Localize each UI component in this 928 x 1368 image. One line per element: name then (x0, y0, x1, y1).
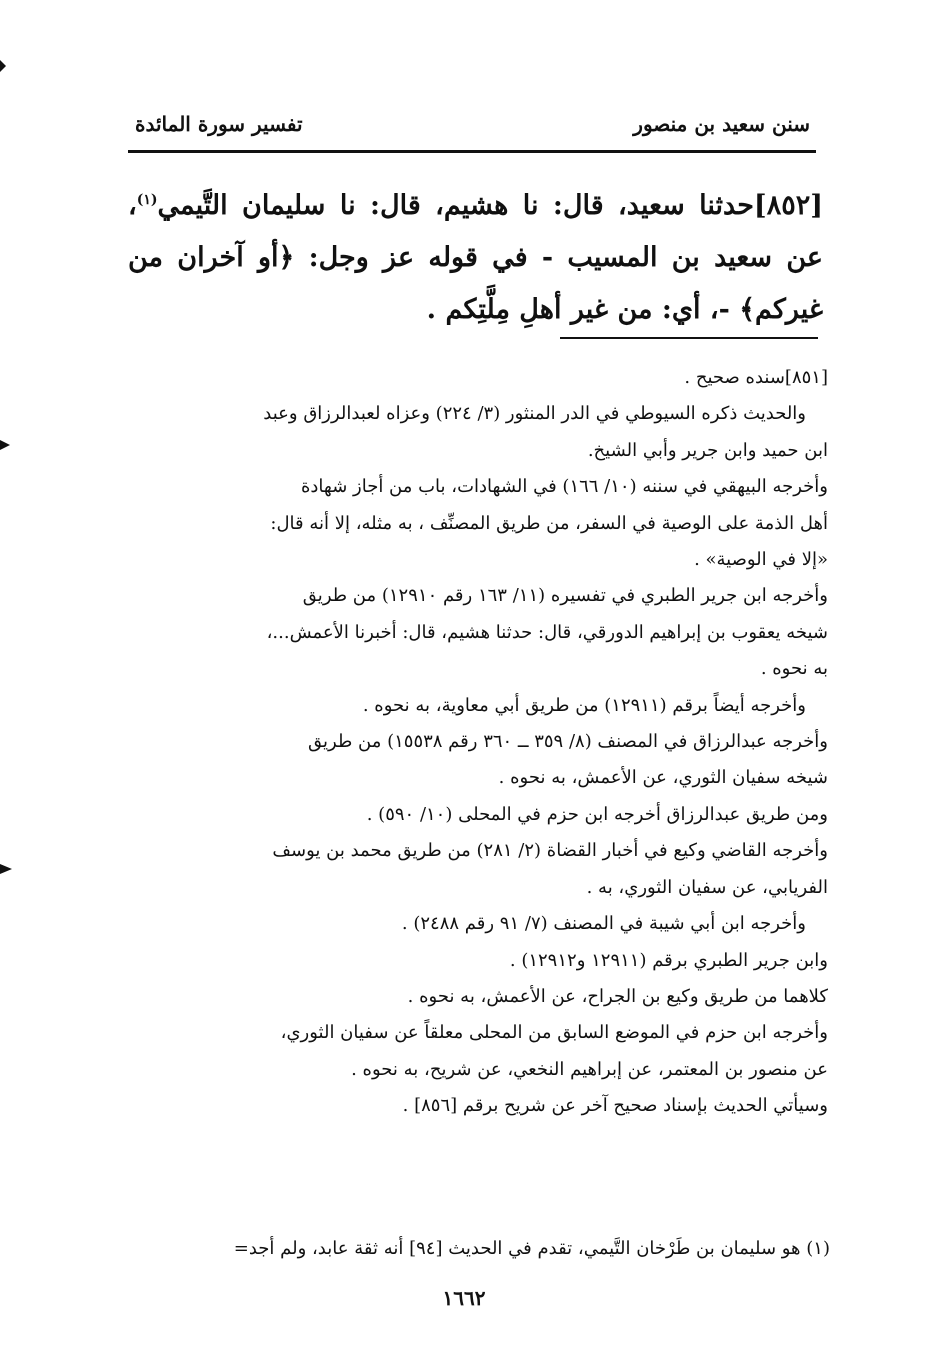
footnote-reference: (١) (136, 192, 158, 208)
note-line: أهل الذمة على الوصية في السفر، من طريق المصنِّف ، به مثله، إلا أنه قال: (270, 512, 828, 534)
note-line: الفريابي، عن سفيان الثوري، به . (586, 876, 828, 898)
note-line: والحديث ذكره السيوطي في الدر المنثور (٣/ ٢٢٤) وعزاه لعبدالرزاق وعبد (263, 403, 806, 425)
note-line: به نحوه . (760, 658, 828, 680)
scan-edge-mark (0, 60, 6, 72)
note-line: ومن طريق عبدالرزاق أخرجه ابن حزم في المحلى (١٠/ ٥٩٠) . (366, 803, 828, 825)
hadith-text-start: [٨٥٢]حدثنا سعيد، قال: نا هشيم، قال: نا سليمان التَّيمي (157, 190, 823, 221)
note-line: «إلا في الوصية» . (694, 549, 828, 571)
note-line: وأخرجه ابن أبي شيبة في المصنف (٧/ ٩١ رقم ٢٤٨٨) . (401, 913, 806, 935)
note-line: شيخه يعقوب بن إبراهيم الدورقي، قال: حدثنا هشيم، قال: أخبرنا الأعمش...، (266, 621, 828, 643)
note-line: وأخرجه القاضي وكيع في أخبار القضاة (٢/ ٢٨١) من طريق محمد بن يوسف (272, 840, 828, 862)
commentary-notes (128, 360, 828, 1125)
note-line: وأخرجه ابن جرير الطبري في تفسيره (١١/ ١٦٣ رقم ١٢٩١٠) من طريق (302, 585, 828, 607)
note-line: شيخه سفيان الثوري، عن الأعمش، به نحوه . (498, 767, 828, 789)
running-header-chapter-title: تفسير سورة المائدة (135, 112, 303, 136)
scan-edge-mark (0, 440, 10, 450)
main-hadith-text (128, 180, 823, 336)
note-line: [٨٥١]سنده صحيح . (684, 367, 828, 388)
note-line: وأخرجه أيضاً برقم (١٢٩١١) من طريق أبي معاوية، به نحوه . (362, 694, 806, 716)
hadith-text-rest: ، عن سعيد بن المسيب - في قوله عز وجل: ﴿أو آخران من غيركم﴾ -، أي: من غير أهلِ مِلَّتِكم . (128, 190, 823, 325)
page-number: ١٦٦٢ (442, 1286, 486, 1310)
running-header-book-title: سنن سعيد بن منصور (633, 112, 810, 136)
scan-edge-mark (0, 864, 12, 874)
note-line: وأخرجه عبدالرزاق في المصنف (٨/ ٣٥٩ ــ ٣٦٠ رقم ١٥٥٣٨) من طريق (308, 731, 828, 753)
note-line: وأخرجه البيهقي في سننه (١٠/ ١٦٦) في الشهادات، باب من أجاز شهادة (300, 476, 828, 498)
header-rule (128, 150, 816, 153)
notes-separator (560, 337, 818, 339)
note-line: وابن جرير الطبري برقم (١٢٩١١ و١٢٩١٢) . (509, 949, 828, 971)
note-line: كلاهما من طريق وكيع بن الجراح، عن الأعمش، به نحوه . (407, 985, 828, 1007)
note-line: ابن حميد وابن جرير وأبي الشيخ. (587, 439, 828, 461)
note-line: عن منصور بن المعتمر، عن إبراهيم النخعي، عن شريح، به نحوه . (351, 1058, 828, 1080)
footnote: (١) هو سليمان بن طَرْخان التَّيمي، تقدم في الحديث [٩٤] أنه ثقة عابد، ولم أجد= (233, 1238, 830, 1259)
note-line: وسيأتي الحديث بإسناد صحيح آخر عن شريح برقم [٨٥٦] . (402, 1095, 828, 1117)
note-line: وأخرجه ابن حزم في الموضع السابق من المحلى معلقاً عن سفيان الثوري، (280, 1022, 828, 1044)
